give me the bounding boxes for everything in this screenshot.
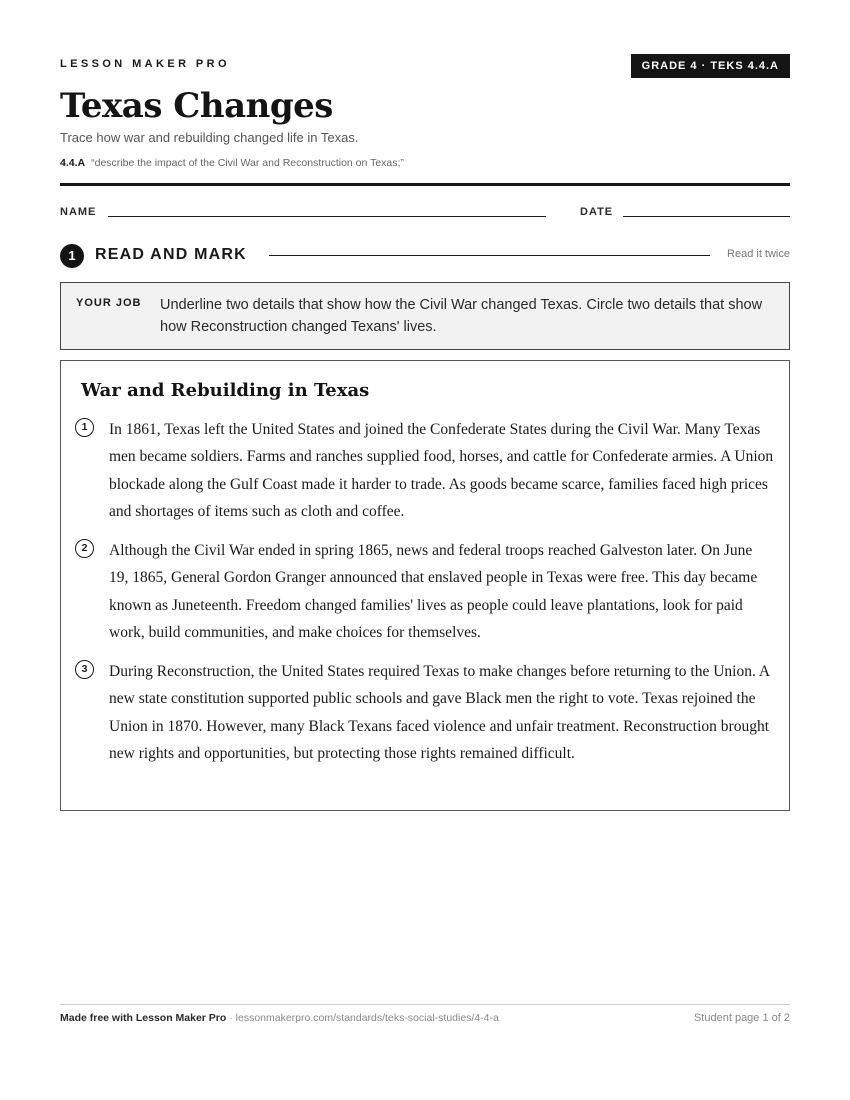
paragraph-text: Although the Civil War ended in spring 1865, news and federal troops reached Galveston later. On June 19, 1865, General Gordon Granger announced that enslaved people in Texas were free. This day became known as Juneteenth. Freedom changed families' lives as people could leave plantations, look for paid work, build communities, and make choices for themselves. [109, 542, 758, 642]
date-field[interactable] [623, 216, 790, 217]
section-number-badge: 1 [60, 244, 84, 268]
paragraph-number: 2 [75, 539, 94, 558]
footer-divider [60, 1004, 790, 1005]
standard-line [60, 157, 404, 169]
instructions-box [60, 282, 790, 350]
name-field[interactable] [108, 216, 546, 217]
paragraph-number: 3 [75, 660, 94, 679]
instructions-label: YOUR JOB [76, 297, 142, 309]
brand-name: LESSON MAKER PRO [60, 58, 230, 70]
paragraph-text: During Reconstruction, the United States required Texas to make changes before returning to the Union. A new state constitution supported public schools and gave Black men the right to vote. Texas rejoined the Union in 1870. However, many Black Texans faced violence and unfair treatment. Reconstruction brought new rights and opportunities, but protecting those rights remained difficult. [109, 663, 770, 763]
footer-url-link[interactable]: lessonmakerpro.com/standards/teks-social-studies/4-4-a [235, 1012, 499, 1024]
page-subtitle: Trace how war and rebuilding changed life in Texas. [60, 130, 359, 145]
grade-badge: GRADE 4 · TEKS 4.4.A [631, 54, 790, 78]
page-indicator: Student page 1 of 2 [693, 1012, 790, 1024]
reading-passage [60, 360, 790, 811]
passage-title: War and Rebuilding in Texas [81, 380, 370, 401]
paragraph-text: In 1861, Texas left the United States and joined the Confederate States during the Civil War. Many Texas men became soldiers. Farms and ranches supplied food, horses, and cattle for Confederate armies. A Union blockade along the Gulf Coast made it harder to trade. As goods became scarce, families faced high prices and shortages of items such as cloth and coffee. [109, 421, 774, 521]
page-title: Texas Changes [60, 86, 333, 126]
paragraph-number: 1 [75, 418, 94, 437]
footer-credit [60, 1012, 499, 1024]
section-title: READ AND MARK [95, 246, 247, 263]
name-label: NAME [60, 206, 97, 218]
standard-code: 4.4.A [60, 157, 86, 169]
worksheet-page [60, 0, 790, 1100]
header-divider [60, 183, 790, 186]
section-note: Read it twice [727, 248, 790, 260]
standard-text: “describe the impact of the Civil War and Reconstruction on Texas;” [91, 157, 404, 169]
date-label: DATE [580, 206, 614, 218]
section-divider [269, 255, 710, 256]
footer-separator: · [226, 1012, 236, 1024]
footer-made-with: Made free with Lesson Maker Pro [60, 1012, 227, 1024]
instructions-text: Underline two details that show how the Civil War changed Texas. Circle two details that show how Reconstruction changed Texans' lives. [160, 297, 763, 335]
